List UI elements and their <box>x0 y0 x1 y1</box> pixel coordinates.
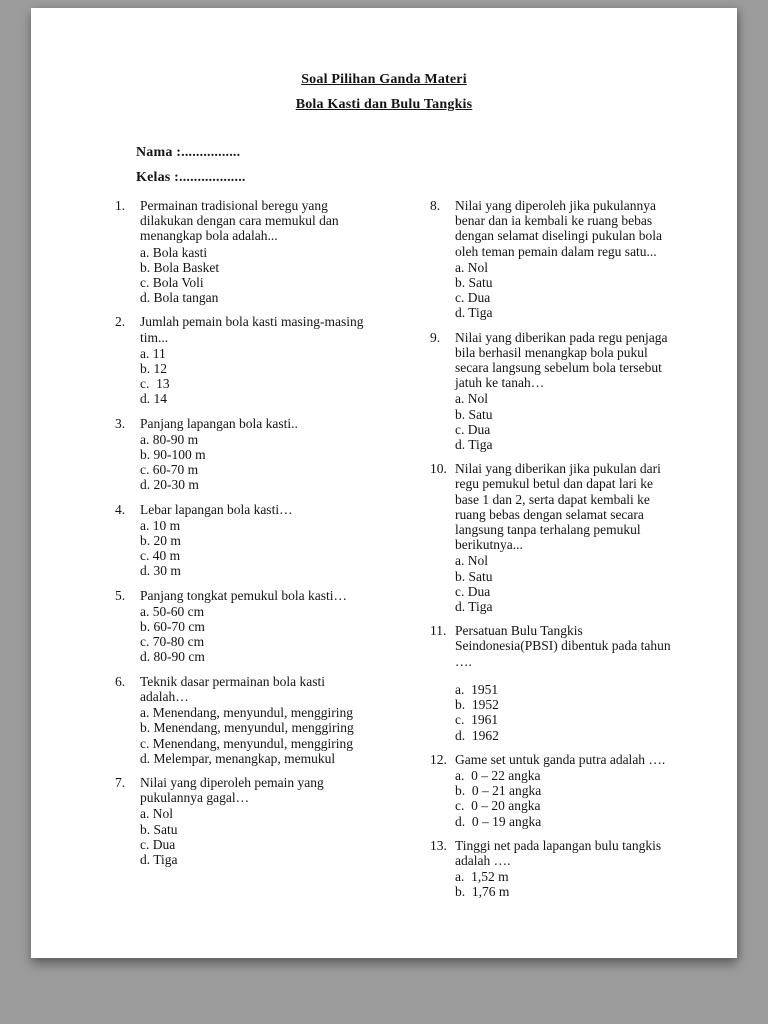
options-list <box>140 604 365 665</box>
option: c. 70-80 cm <box>140 634 205 650</box>
option: b. 60-70 cm <box>140 619 205 635</box>
question-text: Jumlah pemain bola kasti masing-masing tim... <box>140 314 367 345</box>
option: a. Menendang, menyundul, menggiring <box>140 705 353 721</box>
question-number: 4. <box>115 501 126 517</box>
option: a. 1951 <box>455 681 499 697</box>
question-text: Nilai yang diperoleh pemain yang pukulannya gagal… <box>140 774 328 806</box>
option: a. 10 m <box>140 517 181 533</box>
question-item <box>430 330 680 453</box>
question-item <box>430 752 680 829</box>
option: d. Tiga <box>455 599 493 615</box>
options-list <box>140 705 365 766</box>
option: a. 0 – 22 angka <box>455 767 541 783</box>
option: d. 1962 <box>455 727 499 743</box>
option: d. 20-30 m <box>140 477 199 493</box>
question-item <box>115 314 365 406</box>
option: a. Nol <box>140 806 173 822</box>
option: c. 60-70 m <box>140 462 199 478</box>
options-list <box>455 391 680 452</box>
option: b. Satu <box>140 821 178 837</box>
question-text: Game set untuk ganda putra adalah …. <box>455 751 666 767</box>
document-title-line2: Bola Kasti dan Bulu Tangkis <box>295 97 473 112</box>
option: c. Dua <box>455 583 491 599</box>
student-info <box>136 145 737 186</box>
option: b. 1952 <box>455 697 499 713</box>
question-number: 9. <box>430 329 441 345</box>
option: a. 80-90 m <box>140 431 199 447</box>
option: c. Dua <box>140 836 176 852</box>
question-text: Persatuan Bulu Tangkis Seindonesia(PBSI) dibentuk pada tahun …. <box>455 623 674 669</box>
option: a. 1,52 m <box>455 869 509 885</box>
option: b. 90-100 m <box>140 447 206 463</box>
option: a. Nol <box>455 391 488 407</box>
question-number: 6. <box>115 673 126 689</box>
question-text: Nilai yang diperoleh jika pukulannya benar dan ia kembali ke ruang bebas dengan selamat diselingi pukulan bola oleh teman pemain dalam regu satu... <box>455 198 666 259</box>
options-list <box>455 260 680 321</box>
option: a. Nol <box>455 553 488 569</box>
questions-column-right <box>430 198 680 909</box>
question-text: Panjang tongkat pemukul bola kasti… <box>140 587 347 603</box>
option: d. 0 – 19 angka <box>455 813 542 829</box>
option: b. 1,76 m <box>455 884 510 900</box>
question-item <box>115 775 365 867</box>
option: a. 11 <box>140 345 166 361</box>
option: d. Tiga <box>140 851 178 867</box>
question-text: Teknik dasar permainan bola kasti adalah… <box>140 673 329 704</box>
option: d. Bola tangan <box>140 290 219 306</box>
question-number: 5. <box>115 587 126 603</box>
name-field: Nama :................ <box>136 145 241 160</box>
option: c. 40 m <box>140 548 181 564</box>
question-number: 8. <box>430 198 441 213</box>
option: b. 12 <box>140 361 167 377</box>
question-text: Permainan tradisional beregu yang dilakukan dengan cara memukul dan menangkap bola adalah... <box>140 198 343 244</box>
option: c. Menendang, menyundul, menggiring <box>140 735 353 751</box>
question-number: 7. <box>115 774 126 790</box>
option: d. 14 <box>140 391 167 407</box>
option: b. Satu <box>455 568 493 584</box>
option: b. Menendang, menyundul, menggiring <box>140 720 354 736</box>
option: b. Bola Basket <box>140 259 220 275</box>
question-item <box>430 623 680 742</box>
question-item <box>430 461 680 614</box>
options-list <box>455 682 680 743</box>
exam-page <box>31 8 737 958</box>
question-number: 3. <box>115 415 126 431</box>
option: d. Melempar, menangkap, memukul <box>140 750 336 766</box>
options-list <box>140 432 365 493</box>
question-number: 2. <box>115 314 126 330</box>
question-item <box>430 838 680 900</box>
options-list <box>455 869 680 899</box>
option: c. 0 – 20 angka <box>455 798 541 814</box>
options-list <box>455 768 680 829</box>
option: b. Satu <box>455 406 493 422</box>
option: d. Tiga <box>455 437 493 453</box>
options-list <box>140 346 365 407</box>
question-text: Tinggi net pada lapangan bulu tangkis adalah …. <box>455 837 665 868</box>
option: c. Dua <box>455 290 491 306</box>
question-number: 11. <box>430 623 447 639</box>
option: c. 13 <box>140 376 170 392</box>
class-field: Kelas :.................. <box>136 170 246 185</box>
question-number: 10. <box>430 461 447 477</box>
options-list <box>455 553 680 614</box>
question-number: 1. <box>115 198 126 213</box>
option: d. Tiga <box>455 305 493 321</box>
questions-column-left <box>115 198 365 876</box>
question-text: Lebar lapangan bola kasti… <box>140 501 293 517</box>
questions-section <box>115 198 737 909</box>
question-item <box>115 588 365 665</box>
option: b. 0 – 21 angka <box>455 783 542 799</box>
question-item <box>430 198 680 321</box>
document-title-line1: Soal Pilihan Ganda Materi <box>301 72 467 87</box>
options-list <box>140 806 365 867</box>
option: a. 50-60 cm <box>140 603 205 619</box>
question-text: Panjang lapangan bola kasti.. <box>140 415 298 431</box>
options-list <box>140 245 365 306</box>
option: a. Nol <box>455 259 488 275</box>
question-number: 13. <box>430 837 447 853</box>
question-item <box>115 674 365 766</box>
document-title <box>31 72 737 113</box>
question-text: Nilai yang diberikan jika pukulan dari regu pemukul betul dan dapat lari ke base 1 dan 2, serta dapat kembali ke ruang bebas dengan selamat secara langsung tanpa terhalang pemukul berikutnya... <box>455 461 665 553</box>
option: c. 1961 <box>455 712 499 728</box>
question-item <box>115 416 365 493</box>
question-item <box>115 198 365 305</box>
option: c. Bola Voli <box>140 275 204 291</box>
option: b. Satu <box>455 275 493 291</box>
question-number: 12. <box>430 751 447 767</box>
question-item <box>115 502 365 579</box>
option: a. Bola kasti <box>140 244 208 260</box>
question-text: Nilai yang diberikan pada regu penjaga bila berhasil menangkap bola pukul secara langsung sebelum bola tersebut jatuh ke tanah… <box>455 329 671 391</box>
option: b. 20 m <box>140 533 181 549</box>
options-list <box>140 518 365 579</box>
option: d. 80-90 cm <box>140 649 205 665</box>
option: c. Dua <box>455 421 491 437</box>
option: d. 30 m <box>140 563 181 579</box>
